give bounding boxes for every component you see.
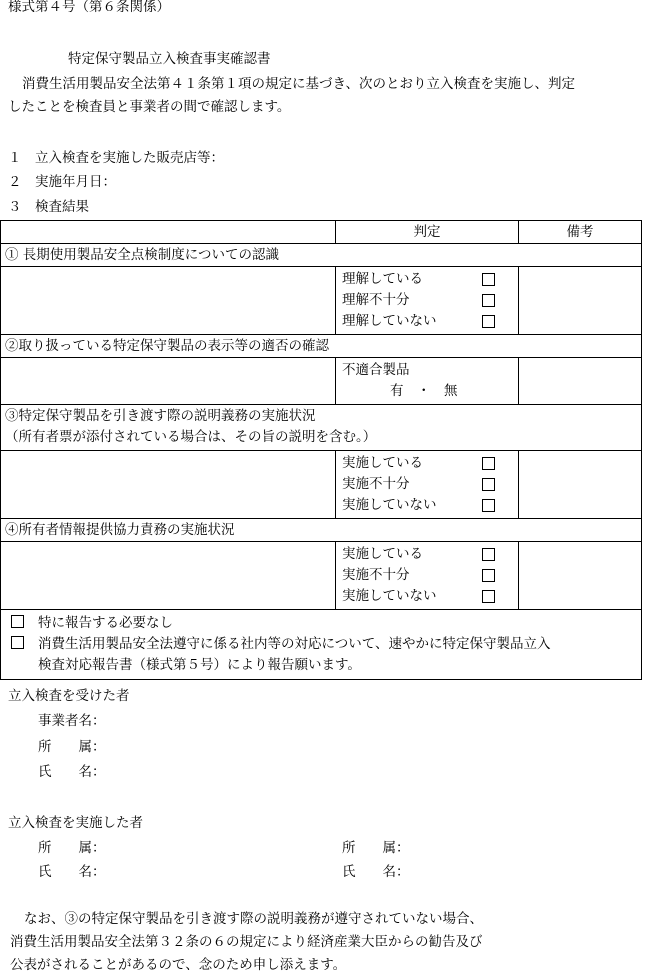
inspector2-name-label: 氏 名： bbox=[342, 864, 410, 880]
inspector2-affiliation-label: 所 属： bbox=[342, 840, 410, 856]
section3-option[interactable]: 実施していない bbox=[342, 495, 518, 516]
section2-blank bbox=[1, 358, 336, 405]
section3-options bbox=[336, 451, 519, 519]
checkbox[interactable] bbox=[482, 315, 495, 328]
section1-options bbox=[336, 267, 519, 335]
checkbox[interactable] bbox=[482, 294, 495, 307]
section1-blank bbox=[1, 267, 336, 335]
inspection-results-table bbox=[0, 220, 642, 680]
checkbox[interactable] bbox=[482, 273, 495, 286]
checkbox[interactable] bbox=[482, 548, 495, 561]
item-store: １ 立入検査を実施した販売店等： bbox=[8, 150, 224, 166]
section4-blank bbox=[1, 542, 336, 610]
document-title: 特定保守製品立入検査事実確認書 bbox=[68, 51, 271, 67]
section1-option[interactable]: 理解していない bbox=[342, 311, 518, 332]
section3-blank bbox=[1, 451, 336, 519]
inspector-heading: 立入検査を実施した者 bbox=[8, 815, 143, 831]
checkbox[interactable] bbox=[11, 636, 24, 649]
section3-title: ③特定保守製品を引き渡す際の説明義務の実施状況 bbox=[5, 408, 316, 424]
no-report-option[interactable]: 特に報告する必要なし bbox=[11, 613, 641, 634]
section1-title: ① 長期使用製品安全点検制度についての認識 bbox=[1, 244, 642, 267]
section4-option[interactable]: 実施していない bbox=[342, 586, 518, 607]
checkbox[interactable] bbox=[11, 615, 24, 628]
form-number: 様式第４号（第６条関係） bbox=[8, 0, 170, 15]
closing-line-1: なお、③の特定保守製品を引き渡す際の説明義務が遵守されていない場合、 bbox=[24, 911, 483, 927]
closing-note bbox=[10, 908, 640, 977]
inspected-affiliation-label: 所 属： bbox=[38, 739, 106, 755]
intro-line-1: 消費生活用製品安全法第４１条第１項の規定に基づき、次のとおり立入検査を実施し、判定 bbox=[22, 76, 575, 92]
section4-title: ④所有者情報提供協力責務の実施状況 bbox=[1, 519, 642, 542]
section1-remarks[interactable] bbox=[519, 267, 642, 335]
section3-title-cell bbox=[1, 405, 642, 451]
noncompliant-label: 不適合製品 bbox=[342, 362, 410, 378]
inspected-business-name-label: 事業者名： bbox=[38, 713, 106, 729]
checkbox[interactable] bbox=[482, 457, 495, 470]
checkbox[interactable] bbox=[482, 499, 495, 512]
checkbox[interactable] bbox=[482, 590, 495, 603]
header-remarks: 備考 bbox=[519, 221, 642, 244]
item-result: ３ 検査結果 bbox=[8, 199, 89, 215]
inspected-name-label: 氏 名： bbox=[38, 764, 106, 780]
section4-option[interactable]: 実施不十分 bbox=[342, 565, 518, 586]
item-date: ２ 実施年月日： bbox=[8, 174, 116, 190]
section4-options bbox=[336, 542, 519, 610]
inspector1-affiliation-label: 所 属： bbox=[38, 840, 106, 856]
checkbox[interactable] bbox=[482, 478, 495, 491]
header-judgment: 判定 bbox=[336, 221, 519, 244]
inspected-heading: 立入検査を受けた者 bbox=[8, 688, 130, 704]
section2-remarks[interactable] bbox=[519, 358, 642, 405]
inspector1-name-label: 氏 名： bbox=[38, 864, 106, 880]
header-blank bbox=[1, 221, 336, 244]
section4-option[interactable]: 実施している bbox=[342, 544, 518, 565]
yes-no-choice[interactable]: 有 ・ 無 bbox=[390, 383, 458, 399]
section3-option[interactable]: 実施不十分 bbox=[342, 474, 518, 495]
section3-option[interactable]: 実施している bbox=[342, 453, 518, 474]
closing-line-2: 消費生活用製品安全法第３２条の６の規定により経済産業大臣からの勧告及び bbox=[10, 934, 483, 950]
report-required-option[interactable]: 消費生活用製品安全法遵守に係る社内等の対応について、速やかに特定保守製品立入 bbox=[11, 634, 641, 655]
section3-subtitle: （所有者票が添付されている場合は、その旨の説明を含む。） bbox=[5, 429, 377, 445]
intro-line-2: したことを検査員と事業者の間で確認します。 bbox=[8, 99, 291, 115]
section2-options bbox=[336, 358, 519, 405]
section2-title: ②取り扱っている特定保守製品の表示等の適否の確認 bbox=[1, 335, 642, 358]
section1-option[interactable]: 理解不十分 bbox=[342, 290, 518, 311]
section4-remarks[interactable] bbox=[519, 542, 642, 610]
section1-option[interactable]: 理解している bbox=[342, 269, 518, 290]
closing-line-3: 公表がされることがあるので、念のため申し添えます。 bbox=[10, 957, 347, 973]
report-options-cell bbox=[1, 610, 642, 680]
report-required-option-cont: 検査対応報告書（様式第５号）により報告願います。 bbox=[38, 657, 361, 673]
table-header-row bbox=[1, 221, 642, 244]
section3-remarks[interactable] bbox=[519, 451, 642, 519]
checkbox[interactable] bbox=[482, 569, 495, 582]
